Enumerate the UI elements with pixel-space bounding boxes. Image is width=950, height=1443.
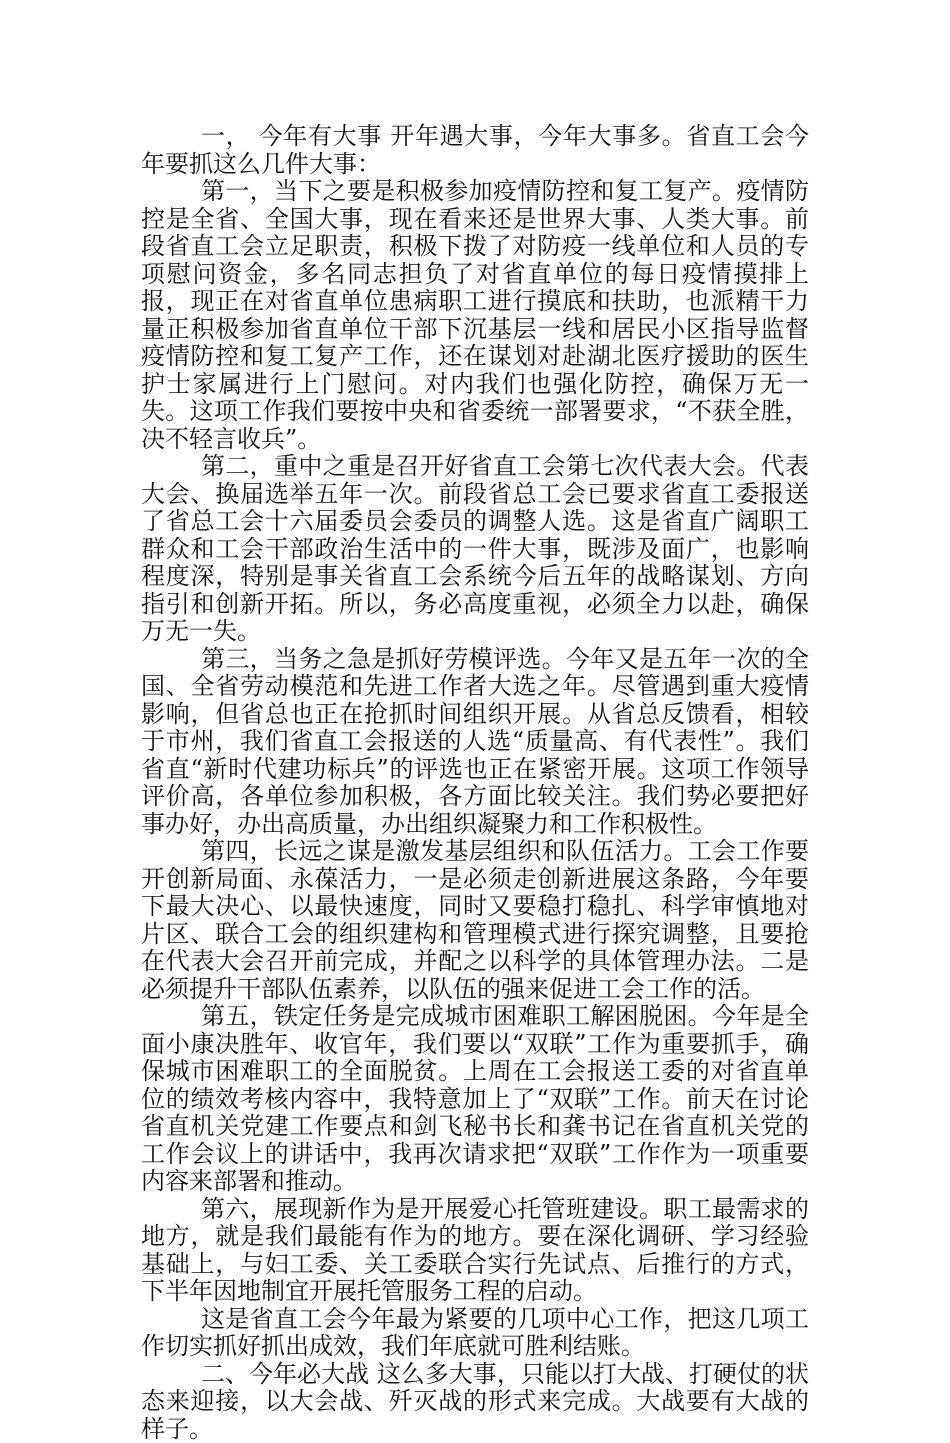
paragraph-summary: 这是省直工会今年最为紧要的几项中心工作，把这几项工作切实抓好抓出成效，我们年底就可胜利结账。 (141, 1306, 809, 1361)
paragraph-third-task: 第三，当务之急是抓好劳模评选。今年又是五年一次的全国、全省劳动模范和先进工作者大选之年。尽管遇到重大疫情影响，但省总也正在抢抓时间组织开展。从省总反馈看，相较于市州，我们省直工会报送的人选“质量高、有代表性”。我们省直“新时代建功标兵”的评选也正在紧密开展。这项工作领导评价高，各单位参加积极，各方面比较关注。我们势必要把好事办好，办出高质量，办出组织凝聚力和工作积极性。 (141, 646, 809, 839)
paragraph-section-two: 二、今年必大战 这么多大事，只能以打大战、打硬仗的状态来迎接，以大会战、歼灭战的形式来完成。大战要有大战的样子。 (141, 1361, 809, 1443)
paragraph-second-task: 第二，重中之重是召开好省直工会第七次代表大会。代表大会、换届选举五年一次。前段省总工会已要求省直工委报送了省总工会十六届委员会委员的调整人选。这是省直广阔职工群众和工会干部政治生活中的一件大事，既涉及面广，也影响程度深，特别是事关省直工会系统今后五年的战略谋划、方向指引和创新开拓。所以，务必高度重视，必须全力以赴，确保万无一失。 (141, 453, 809, 646)
paragraph-fourth-task: 第四，长远之谋是激发基层组织和队伍活力。工会工作要开创新局面、永葆活力，一是必须走创新进展这条路，今年要下最大决心、以最快速度，同时又要稳打稳扎、科学审慎地对片区、联合工会的组织建构和管理模式进行探究调整，且要抢在代表大会召开前完成，并配之以科学的具体管理办法。二是必须提升干部队伍素养，以队伍的强来促进工会工作的活。 (141, 838, 809, 1003)
paragraph-intro: 一， 今年有大事 开年遇大事，今年大事多。省直工会今年要抓这么几件大事： (141, 123, 809, 178)
paragraph-sixth-task: 第六，展现新作为是开展爱心托管班建设。职工最需求的地方，就是我们最能有作为的地方。要在深化调研、学习经验基础上，与妇工委、关工委联合实行先试点、后推行的方式，下半年因地制宜开展托管服务工程的启动。 (141, 1196, 809, 1306)
paragraph-fifth-task: 第五，铁定任务是完成城市困难职工解困脱困。今年是全面小康决胜年、收官年，我们要以“双联”工作为重要抓手，确保城市困难职工的全面脱贫。上周在工会报送工委的对省直单位的绩效考核内容中，我特意加上了“双联”工作。前天在讨论省直机关党建工作要点和剑飞秘书长和龚书记在省直机关党的工作会议上的讲话中，我再次请求把“双联”工作作为一项重要内容来部署和推动。 (141, 1003, 809, 1196)
paragraph-first-task: 第一，当下之要是积极参加疫情防控和复工复产。疫情防控是全省、全国大事，现在看来还是世界大事、人类大事。前段省直工会立足职责，积极下拨了对防疫一线单位和人员的专项慰问资金，多名同志担负了对省直单位的每日疫情摸排上报，现正在对省直单位患病职工进行摸底和扶助，也派精干力量正积极参加省直单位干部下沉基层一线和居民小区指导监督疫情防控和复工复产工作，还在谋划对赴湖北医疗援助的医生护士家属进行上门慰问。对内我们也强化防控，确保万无一失。这项工作我们要按中央和省委统一部署要求，“不获全胜，决不轻言收兵”。 (141, 178, 809, 453)
document-body (141, 123, 809, 1443)
